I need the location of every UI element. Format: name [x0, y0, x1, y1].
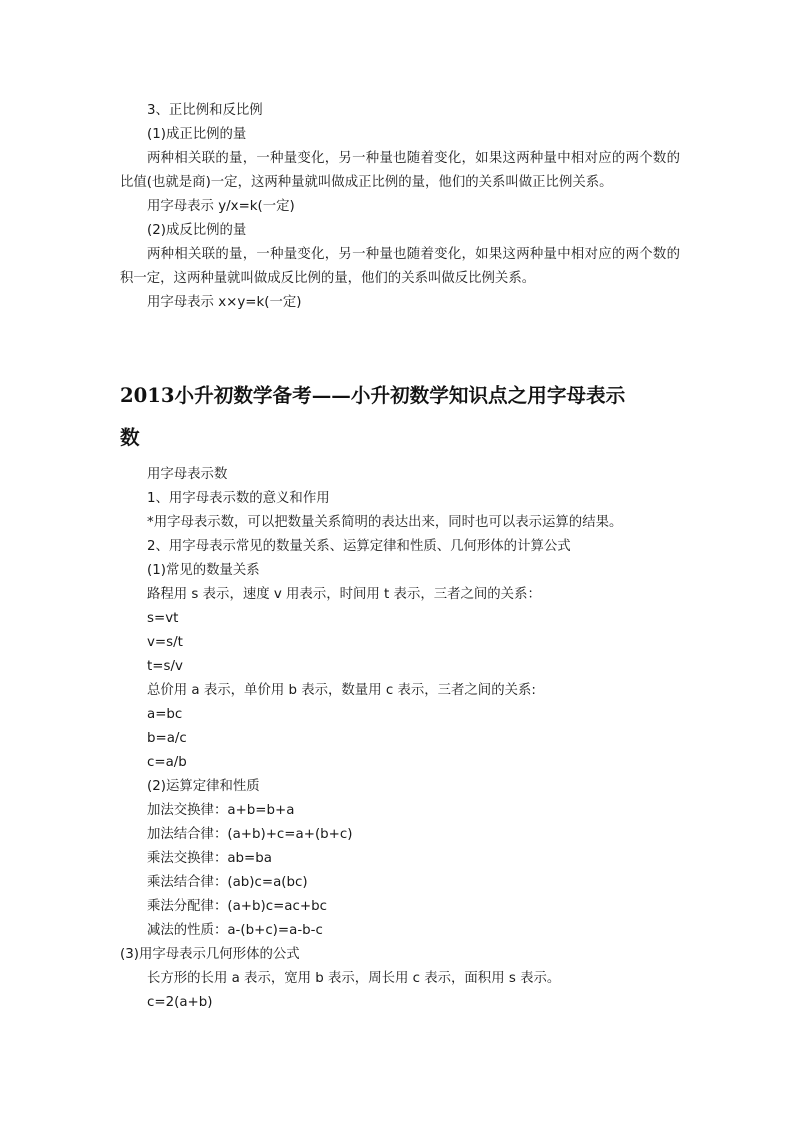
subsection-geometry-formulas: (3)用字母表示几何形体的公式	[120, 947, 300, 962]
section-title: 3、正比例和反比例	[147, 103, 263, 118]
formula-line: v=s/t	[147, 635, 183, 650]
rectangle-perimeter-formula: c=2(a+b)	[147, 995, 213, 1010]
body-line: 2、用字母表示常见的数量关系、运算定律和性质、几何形体的计算公式	[147, 539, 571, 554]
subsection-direct-proportion: (1)成正比例的量	[147, 127, 247, 142]
body-line: (2)运算定律和性质	[147, 779, 260, 794]
body-line: 路程用 s 表示，速度 v 用表示，时间用 t 表示，三者之间的关系：	[147, 587, 541, 602]
body-line: *用字母表示数，可以把数量关系简明的表达出来，同时也可以表示运算的结果。	[147, 515, 623, 530]
direct-proportion-definition: 两种相关联的量，一种量变化，另一种量也随着变化，如果这两种量中相对应的两个数的比值(也就是商)一定，这两种量就叫做成正比例的量，他们的关系叫做正比例关系。	[120, 151, 680, 190]
formula-line: a=bc	[147, 707, 183, 722]
formula-line: c=a/b	[147, 755, 187, 770]
letters-as-numbers-section	[120, 463, 680, 1015]
body-line: (1)常见的数量关系	[147, 563, 260, 578]
article-heading	[120, 375, 680, 459]
law-line: 加法结合律：(a+b)+c=a+(b+c)	[147, 827, 353, 842]
law-line: 加法交换律：a+b=b+a	[147, 803, 295, 818]
subsection-inverse-proportion: (2)成反比例的量	[147, 223, 247, 238]
rectangle-description: 长方形的长用 a 表示，宽用 b 表示，周长用 c 表示，面积用 s 表示。	[147, 971, 561, 986]
body-line: 总价用 a 表示，单价用 b 表示，数量用 c 表示，三者之间的关系:	[147, 683, 536, 698]
proportion-section	[120, 99, 680, 315]
law-line: 减法的性质：a-(b+c)=a-b-c	[147, 923, 323, 938]
heading-line-2: 数	[120, 426, 140, 449]
formula-line: b=a/c	[147, 731, 187, 746]
body-line: 用字母表示数	[147, 467, 228, 482]
law-line: 乘法结合律：(ab)c=a(bc)	[147, 875, 308, 890]
law-line: 乘法交换律：ab=ba	[147, 851, 272, 866]
formula-line: t=s/v	[147, 659, 183, 674]
law-line: 乘法分配律：(a+b)c=ac+bc	[147, 899, 327, 914]
inverse-proportion-definition: 两种相关联的量，一种量变化，另一种量也随着变化，如果这两种量中相对应的两个数的积一定，这两种量就叫做成反比例的量，他们的关系叫做反比例关系。	[120, 247, 680, 286]
heading-line-1: 2013小升初数学备考——小升初数学知识点之用字母表示	[120, 384, 626, 407]
direct-proportion-formula: 用字母表示 y/x=k(一定)	[147, 199, 295, 214]
body-line: 1、用字母表示数的意义和作用	[147, 491, 330, 506]
inverse-proportion-formula: 用字母表示 x×y=k(一定)	[147, 295, 302, 310]
formula-line: s=vt	[147, 611, 179, 626]
